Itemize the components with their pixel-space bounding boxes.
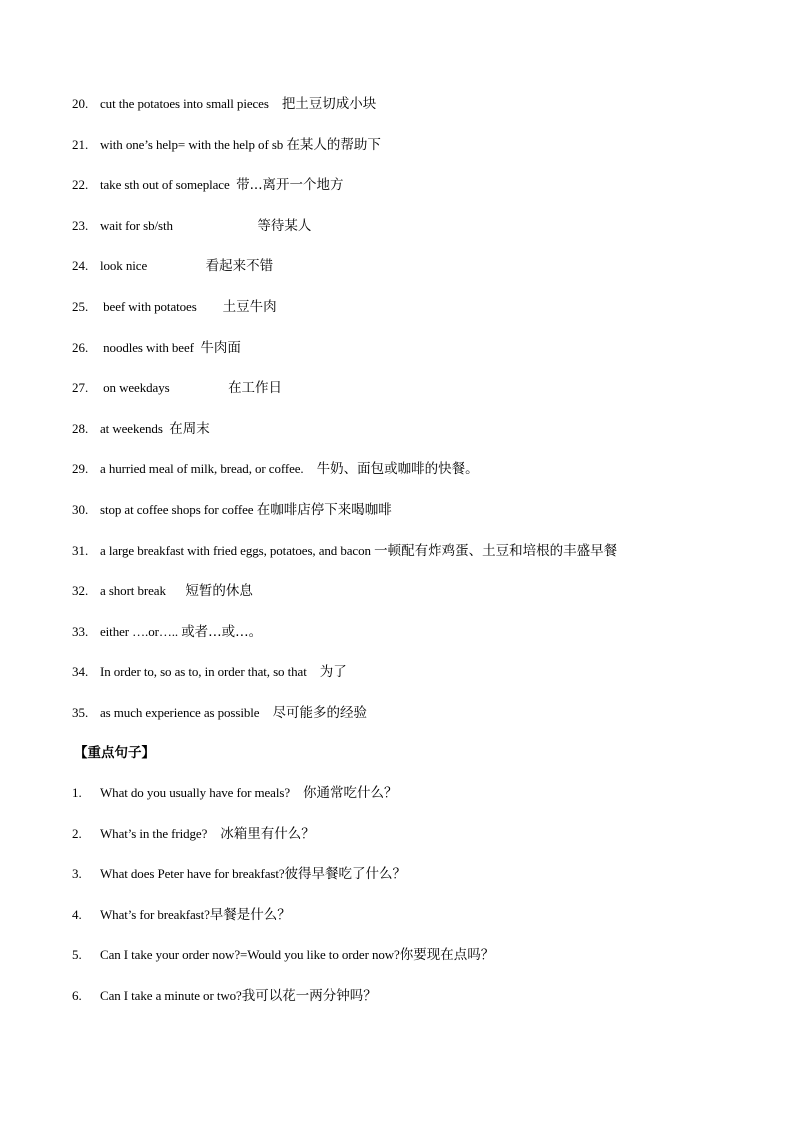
phrase-row bbox=[72, 703, 367, 723]
item-number: 23. bbox=[72, 217, 89, 233]
phrase-row bbox=[72, 135, 381, 155]
english-text: with one’s help= with the help of sb bbox=[100, 136, 284, 152]
item-number: 22. bbox=[72, 177, 89, 193]
spacer bbox=[304, 461, 317, 476]
chinese-text: 冰箱里有什么？ bbox=[220, 825, 315, 842]
item-number: 26. bbox=[72, 339, 89, 355]
spacer bbox=[269, 96, 282, 111]
item-number: 28. bbox=[72, 420, 89, 436]
english-text: take sth out of someplace bbox=[100, 177, 230, 193]
sentence-row bbox=[72, 945, 494, 965]
sentence-row bbox=[72, 986, 377, 1006]
english-text: What’s in the fridge? bbox=[100, 825, 208, 841]
english-text: a short break bbox=[100, 583, 166, 599]
english-text: a hurried meal of milk, bread, or coffee. bbox=[100, 461, 304, 477]
item-number: 3. bbox=[72, 866, 82, 882]
chinese-text: 在周末 bbox=[169, 420, 210, 437]
english-text: either ….or….. bbox=[100, 623, 182, 639]
phrase-row bbox=[72, 297, 277, 317]
chinese-text: 等待某人 bbox=[257, 217, 312, 234]
spacer bbox=[290, 785, 303, 800]
chinese-text: 一顿配有炸鸡蛋、土豆和培根的丰盛早餐 bbox=[374, 542, 618, 559]
phrase-row bbox=[72, 541, 617, 561]
item-number: 33. bbox=[72, 623, 89, 639]
phrase-row bbox=[72, 338, 241, 358]
english-text: What do you usually have for meals? bbox=[100, 785, 290, 800]
english-text: What does Peter have for breakfast? bbox=[100, 866, 285, 882]
chinese-text: 土豆牛肉 bbox=[222, 299, 277, 315]
chinese-text: 把土豆切成小块 bbox=[281, 96, 377, 112]
item-number: 32. bbox=[72, 583, 89, 599]
english-text: Can I take your order now?=Would you like to order now? bbox=[100, 947, 400, 963]
spacer bbox=[259, 705, 272, 720]
chinese-text: 在某人的帮助下 bbox=[286, 136, 381, 153]
spacer bbox=[307, 664, 320, 679]
sentence-row bbox=[72, 824, 315, 844]
english-text: at weekends bbox=[100, 420, 163, 436]
chinese-text: 带...离开一个地方 bbox=[236, 177, 344, 194]
chinese-text: 或者…或…。 bbox=[181, 623, 263, 640]
item-number: 27. bbox=[72, 380, 89, 396]
sentence-row bbox=[72, 783, 398, 803]
english-text: noodles with beef bbox=[100, 339, 194, 355]
section-heading: 【重点句子】 bbox=[74, 745, 155, 761]
item-number: 4. bbox=[72, 906, 82, 922]
chinese-text: 牛肉面 bbox=[200, 339, 241, 356]
sentence-row bbox=[72, 864, 406, 884]
phrase-row bbox=[72, 216, 311, 236]
english-text: stop at coffee shops for coffee bbox=[100, 502, 254, 517]
sentence-row bbox=[72, 905, 291, 925]
item-number: 5. bbox=[72, 947, 82, 963]
item-number: 31. bbox=[72, 542, 89, 558]
item-number: 20. bbox=[72, 96, 89, 111]
item-number: 2. bbox=[72, 825, 82, 841]
phrase-row bbox=[72, 175, 344, 195]
phrase-row bbox=[72, 662, 347, 682]
item-number: 30. bbox=[72, 502, 89, 517]
chinese-text: 看起来不错 bbox=[205, 258, 274, 275]
chinese-text: 早餐是什么？ bbox=[209, 906, 291, 923]
item-number: 1. bbox=[72, 785, 82, 800]
phrase-row bbox=[72, 500, 392, 520]
phrase-row bbox=[72, 378, 282, 398]
english-text: What’s for breakfast? bbox=[100, 906, 210, 922]
phrase-row bbox=[72, 622, 262, 642]
item-number: 35. bbox=[72, 705, 89, 720]
chinese-text: 牛奶、面包或咖啡的快餐。 bbox=[316, 461, 479, 478]
chinese-text: 短暂的休息 bbox=[185, 583, 253, 600]
spacer bbox=[147, 258, 206, 273]
item-number: 29. bbox=[72, 461, 89, 477]
chinese-text: 彼得早餐吃了什么？ bbox=[284, 866, 407, 883]
chinese-text: 你要现在点吗？ bbox=[399, 947, 495, 964]
phrase-row bbox=[72, 581, 253, 601]
english-text: cut the potatoes into small pieces bbox=[100, 96, 269, 111]
item-number: 6. bbox=[72, 988, 82, 1003]
english-text: on weekdays bbox=[100, 380, 170, 396]
english-text: a large breakfast with fried eggs, potatoes, and bacon bbox=[100, 542, 371, 558]
phrase-row bbox=[72, 256, 273, 276]
english-text: as much experience as possible bbox=[100, 705, 260, 720]
phrase-row bbox=[72, 419, 210, 439]
chinese-text: 在工作日 bbox=[228, 380, 283, 397]
english-text: look nice bbox=[100, 258, 148, 274]
chinese-text: 为了 bbox=[319, 664, 347, 681]
spacer bbox=[170, 380, 229, 395]
english-text: In order to, so as to, in order that, so that bbox=[100, 664, 307, 680]
chinese-text: 你通常吃什么？ bbox=[303, 785, 398, 801]
item-number: 24. bbox=[72, 258, 89, 274]
spacer bbox=[173, 218, 258, 233]
phrase-row bbox=[72, 94, 376, 114]
chinese-text: 在咖啡店停下来喝咖啡 bbox=[256, 502, 392, 518]
spacer bbox=[166, 583, 186, 598]
item-number: 25. bbox=[72, 299, 89, 314]
chinese-text: 尽可能多的经验 bbox=[272, 705, 367, 721]
english-text: Can I take a minute or two? bbox=[100, 988, 242, 1003]
phrase-row bbox=[72, 459, 479, 479]
english-text: beef with potatoes bbox=[100, 299, 197, 314]
item-number: 21. bbox=[72, 136, 89, 152]
item-number: 34. bbox=[72, 664, 89, 680]
english-text: wait for sb/sth bbox=[100, 217, 173, 233]
chinese-text: 我可以花一两分钟吗？ bbox=[241, 988, 377, 1004]
spacer bbox=[207, 826, 220, 841]
spacer bbox=[197, 299, 223, 314]
